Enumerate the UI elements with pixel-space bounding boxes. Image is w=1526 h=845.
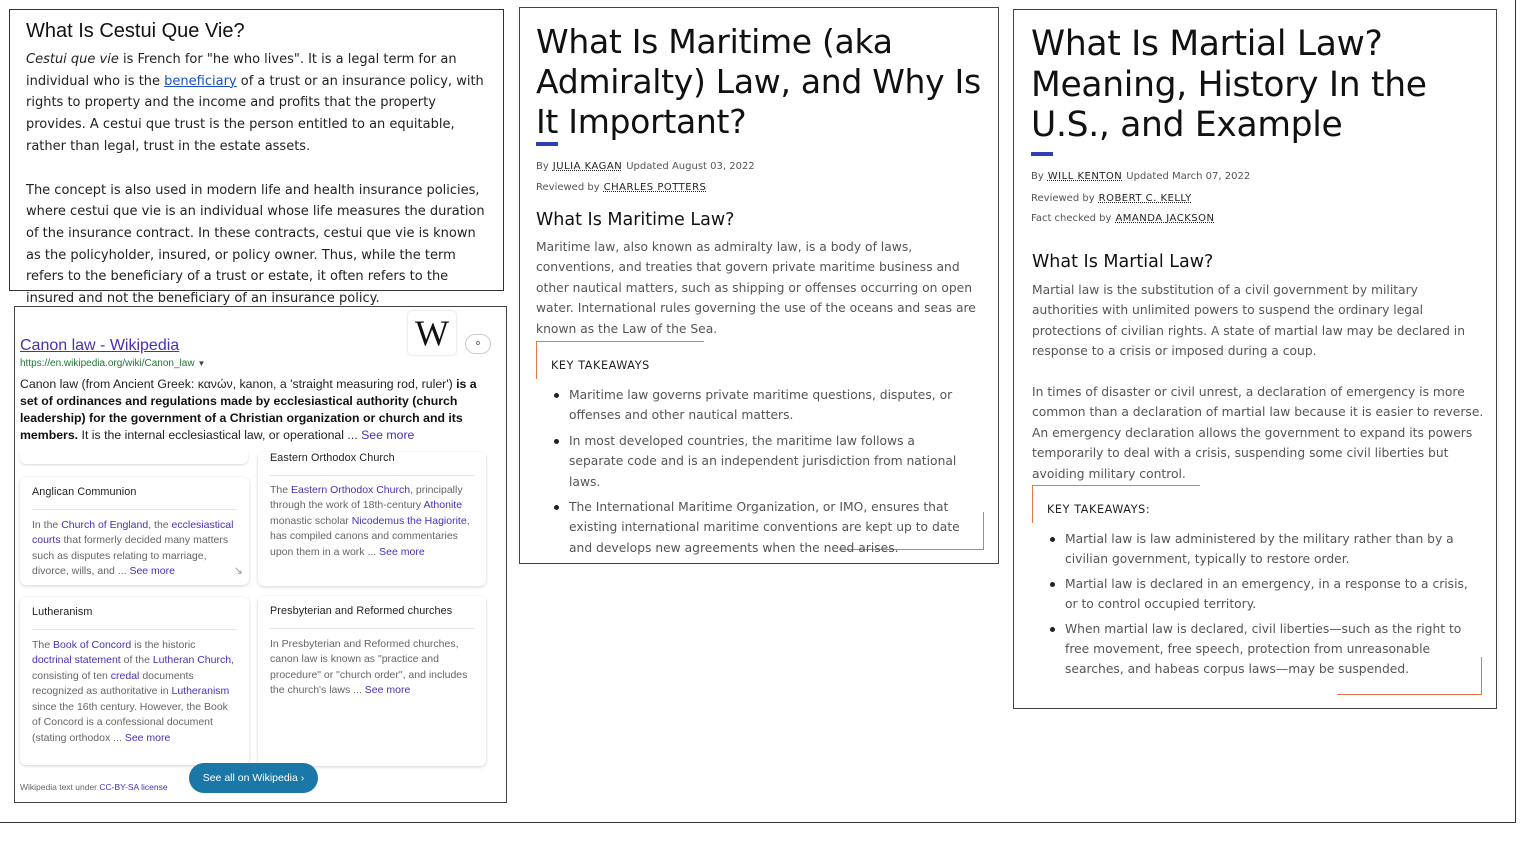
wikipedia-snippet <box>20 376 490 444</box>
ecclesiastical-courts-link[interactable]: ecclesiastical courts <box>32 518 234 546</box>
doctrinal-statement-link[interactable]: doctrinal statement <box>32 654 121 666</box>
eastern-orthodox-link[interactable]: Eastern Orthodox Church <box>291 483 411 496</box>
cestui-paragraph-2: The concept is also used in modern life and health insurance policies, where cestui que vie is an individual whose life measures the duration of the insurance contract. In these contracts, cestui que vie is known as the policyholder, insured, or policy owner. Thus, while the term refers to the beneficiary of a trust or estate, it often refers to the insured and not the beneficiary of an insurance policy. <box>26 182 485 307</box>
wikipedia-logo[interactable]: W <box>408 311 456 355</box>
license-link[interactable]: CC-BY-SA license <box>99 782 168 792</box>
card-anglican-communion[interactable] <box>20 477 249 585</box>
book-of-concord-link[interactable]: Book of Concord <box>53 638 132 651</box>
takeaway-item: When martial law is declared, civil liberties—such as the right to free movement, free speech, protection from unreasonable searches, and habeas corpus laws—may be suspended. <box>1047 619 1472 680</box>
byline <box>1031 166 1250 187</box>
cestui-text: is French for "he who lives". It is a legal term for an individual who is the <box>26 52 457 89</box>
intro-paragraph: Martial law is the substitution of a civil government by military authorities with unlimited powers to suspend the ordinary legal protections of civilian rights. A state of martial law may be declared in response to a crisis or imposed during a coup. <box>1032 283 1466 359</box>
by-label: By <box>536 161 549 172</box>
card-text: The Eastern Orthodox Church, principally through the work of 18th-century Athonite monastic scholar Nicodemus the Hagiorite, has compiled canons and commentaries upon them in a work ... See more <box>270 483 470 558</box>
card-title: Lutheranism <box>32 606 93 618</box>
takeaways-list <box>551 385 971 558</box>
expand-icon[interactable]: ↘ <box>233 564 243 577</box>
snippet-text: Canon law (from Ancient Greek: κανών, kanon, a 'straight measuring rod, ruler') <box>20 377 457 391</box>
fact-checker-link[interactable]: AMANDA JACKSON <box>1115 213 1215 224</box>
see-more-link[interactable]: See more <box>379 545 425 558</box>
intro-paragraph: Maritime law, also known as admiralty law, is a body of laws, conventions, and treaties that govern private maritime business and other nautical matters, such as shipping or offenses occurring on open water. International rules governing the use of the oceans and seas are known as the Law of the Sea. <box>536 240 976 336</box>
title-accent-bar <box>536 142 558 146</box>
lutheran-church-link[interactable]: Lutheran Church <box>152 654 232 666</box>
credal-link[interactable]: credal <box>110 669 140 682</box>
slide-border-bottom <box>0 822 1516 823</box>
see-more-link[interactable]: See more <box>129 565 175 577</box>
lutheranism-link[interactable]: Lutheranism <box>171 685 230 697</box>
updated-date: Updated March 07, 2022 <box>1126 171 1251 182</box>
url-text[interactable]: https://en.wikipedia.org/wiki/Canon_law <box>20 358 195 369</box>
cestui-heading: What Is Cestui Que Vie? <box>26 20 245 42</box>
takeaway-item: Martial law is declared in an emergency, in a response to a crisis, or to control occupied territory. <box>1047 574 1472 615</box>
nicodemus-link[interactable]: Nicodemus the Hagiorite <box>351 514 467 527</box>
divider <box>32 509 237 510</box>
wikipedia-result-panel <box>14 306 507 803</box>
see-more-link[interactable]: See more <box>124 731 171 744</box>
author-link[interactable]: JULIA KAGAN <box>552 161 623 172</box>
card-title: Eastern Orthodox Church <box>270 452 395 464</box>
card-title: Presbyterian and Reformed churches <box>270 605 453 617</box>
card-lutheranism[interactable] <box>20 597 249 765</box>
takeaway-item: In most developed countries, the maritime law follows a separate code and is an independent jurisdiction from national laws. <box>551 431 971 492</box>
by-label: By <box>1031 171 1044 182</box>
reviewer-link[interactable]: CHARLES POTTERS <box>603 182 707 193</box>
reviewed-label: Reviewed by <box>1031 193 1095 204</box>
fact-checked-by <box>1031 208 1218 229</box>
card-eastern-orthodox-church[interactable] <box>258 452 486 586</box>
key-takeaways-box <box>536 341 984 555</box>
takeaway-item: The International Maritime Organization, or IMO, ensures that existing international maritime conventions are kept up to date and develops new agreements when the need arises. <box>551 497 971 558</box>
takeaway-item: Maritime law governs private maritime questions, disputes, or offenses and other nautical matters. <box>551 385 971 426</box>
takeaways-list <box>1047 529 1472 680</box>
snippet-bold: is a set of ordinances and regulations made by ecclesiastical authority (church leadership) for the government of a Christian organization or church and its members. <box>20 377 477 442</box>
byline <box>536 156 755 177</box>
lightbulb-icon[interactable]: ⚬ <box>465 334 491 354</box>
see-all-on-wikipedia-button[interactable] <box>189 763 318 793</box>
reviewed-by <box>536 177 710 198</box>
reviewed-by <box>1031 188 1196 209</box>
takeaway-item: Martial law is law administered by the military rather than by a civilian government, typically to restore order. <box>1047 529 1472 570</box>
cestui-text: of a trust or an insurance policy, with rights to property and the income and profits that the property provides. A cestui que trust is the person entitled to an equitable, rather than legal, trust in the estate assets. <box>26 73 484 154</box>
key-takeaways-box <box>1032 485 1482 695</box>
footer-text: Wikipedia text under <box>20 782 100 792</box>
section-heading: What Is Maritime Law? <box>536 210 735 230</box>
card-text: In the Church of England, the ecclesiastical courts that formerly decided many matters such as disputes relating to marriage, divorce, wills, and ... See more <box>32 518 234 577</box>
button-label: See all on Wikipedia <box>202 772 298 784</box>
see-more-link[interactable]: See more <box>361 428 415 442</box>
divider <box>270 475 474 476</box>
card-stub <box>20 452 248 464</box>
intro-paragraph-2: In times of disaster or civil unrest, a declaration of emergency is more common than a declaration of martial law because it is easier to reverse. An emergency declaration allows the government to expand its powers temporarily to deal with a crisis, suspending some civil liberties but avoiding military control. <box>1032 385 1484 481</box>
reviewer-link[interactable]: ROBERT C. KELLY <box>1098 193 1192 204</box>
snippet-text: It is the internal ecclesiastical law, or operational ... <box>78 428 362 442</box>
maritime-law-panel <box>519 7 999 564</box>
martial-law-panel <box>1013 9 1497 709</box>
author-link[interactable]: WILL KENTON <box>1047 171 1123 182</box>
divider <box>270 628 474 629</box>
title-accent-bar <box>1031 152 1053 156</box>
athonite-link[interactable]: Athonite <box>423 499 463 511</box>
divider <box>32 629 237 630</box>
maritime-title: What Is Maritime (aka Admiralty) Law, and Why Is It Important? <box>536 22 981 141</box>
wikipedia-result-url[interactable] <box>20 358 205 369</box>
martial-title: What Is Martial Law? Meaning, History In the U.S., and Example <box>1031 24 1427 145</box>
card-text: In Presbyterian and Reformed churches, canon law is known as "practice and procedure" or "church order", and includes the church's laws ... See more <box>270 637 468 696</box>
see-more-link[interactable]: See more <box>364 684 411 696</box>
updated-date: Updated August 03, 2022 <box>626 161 755 172</box>
chevron-right-icon: › <box>300 772 305 784</box>
slide-border-right <box>1515 0 1516 823</box>
section-heading: What Is Martial Law? <box>1032 252 1214 272</box>
key-takeaways-title: KEY TAKEAWAYS: <box>1047 503 1151 516</box>
fact-checked-label: Fact checked by <box>1031 213 1112 224</box>
wikipedia-footer <box>20 782 168 792</box>
chevron-down-icon[interactable]: ▼ <box>197 359 206 368</box>
card-text: The Book of Concord is the historic doctrinal statement of the Lutheran Church, consisting of ten credal documents recognized as authoritative in Lutheranism since the 16th century. However, the Book of Concord is a confessional document (stating orthodox ... See more <box>32 638 234 744</box>
wikipedia-result-title[interactable]: Canon law - Wikipedia <box>20 337 180 354</box>
card-presbyterian-reformed[interactable] <box>258 596 486 766</box>
reviewed-label: Reviewed by <box>536 182 600 193</box>
cestui-paragraph-1 <box>26 49 487 158</box>
cestui-term: Cestui que vie <box>26 52 119 67</box>
church-of-england-link[interactable]: Church of England <box>61 518 149 531</box>
beneficiary-link[interactable]: beneficiary <box>164 73 237 89</box>
card-title: Anglican Communion <box>32 486 137 498</box>
cestui-que-vie-panel <box>9 9 504 307</box>
key-takeaways-title: KEY TAKEAWAYS <box>551 359 650 372</box>
